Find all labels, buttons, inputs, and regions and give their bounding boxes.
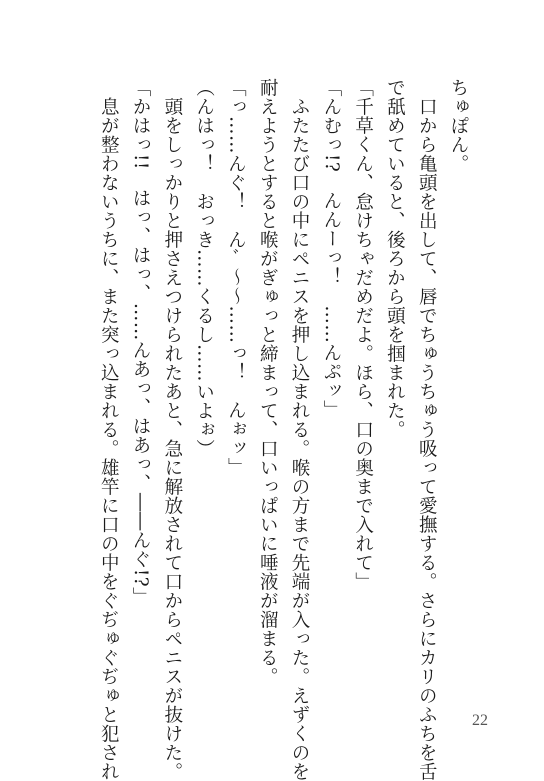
text-line: （んはっ！ おっき……くるし……いよぉ）	[193, 78, 215, 458]
text-line: ちゅぽん。	[448, 78, 469, 173]
text-line: 「っ……んぐ！ んﾞ〜〜……っ！ んぉッ」	[225, 78, 247, 477]
text-line: 息が整わないうちに、また突っ込まれる。雄竿に口の中をぐぢゅぐぢゅと犯され	[98, 78, 120, 781]
text-line: 「千草くん、怠けちゃだめだよ。ほら、口の奥まで入れて」	[352, 78, 374, 591]
text-line: ふたたび口の中にペニスを押し込まれる。喉の方まで先端が入った。えずくのを	[289, 78, 311, 781]
text-line: 口から亀頭を出して、唇でちゅうちゅう吸って愛撫する。さらにカリのふちを舌	[416, 78, 438, 781]
page-number: 22	[472, 712, 488, 729]
text-line: 「んむっ!? んんーっ！ ……んぷッ」	[320, 78, 342, 420]
text-line: 頭をしっかりと押さえつけられたあと、急に解放されて口からペニスが抜けた。	[161, 78, 183, 781]
text-line: で舐めていると、後ろから頭を掴まれた。	[384, 78, 406, 439]
text-line: 「かはっ!! はっ、はっ、……んあっ、はあっ、――んぐ!?」	[130, 78, 152, 607]
text-line: 耐えようとすると喉がぎゅっと締まって、口いっぱいに唾液が溜まる。	[257, 78, 279, 686]
vertical-text-block	[92, 78, 474, 781]
